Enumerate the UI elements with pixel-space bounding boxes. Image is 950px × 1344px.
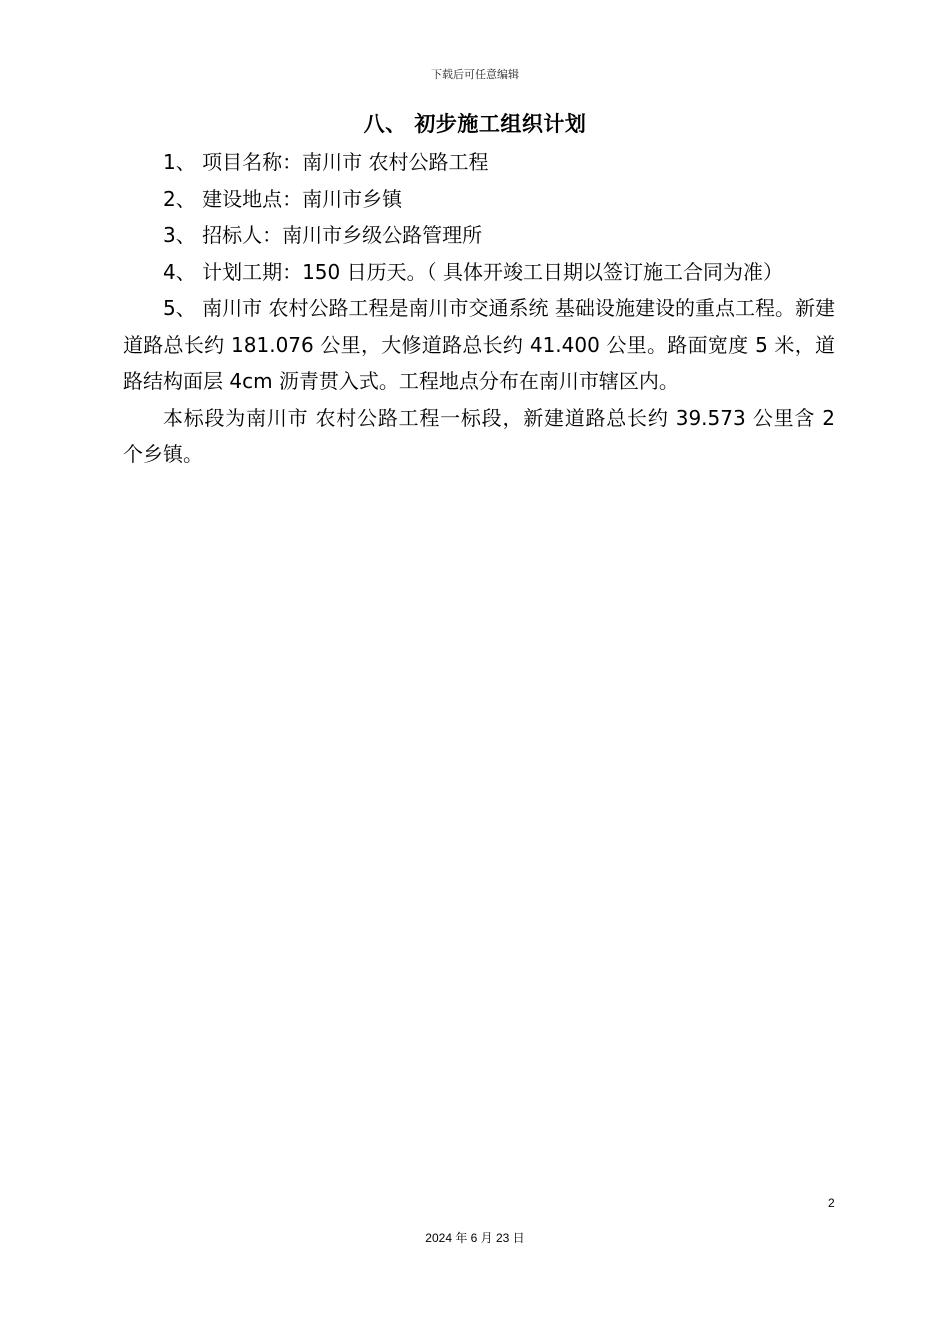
paragraph-overview: 5、 南川市 农村公路工程是南川市交通系统 基础设施建设的重点工程。新建道路总长约 181.076 公里，大修道路总长约 41.400 公里。路面宽度 5 米，道路结构面层 4cm 沥青贯入式。工程地点分布在南川市辖区内。 [123,296,835,393]
page-footer-date: 2024 年 6 月 23 日 [425,1231,525,1245]
section-title: 八、 初步施工组织计划 [363,112,587,136]
paragraph-project-name: 1、 项目名称：南川市 农村公路工程 [163,150,489,174]
page-header: 下载后可任意编辑 [431,68,519,81]
paragraph-location: 2、 建设地点：南川市乡镇 [163,186,403,211]
paragraph-schedule: 4、 计划工期：150 日历天。（ 具体开竣工日期以签订施工合同为准） [163,259,783,284]
paragraph-tenderer: 3、 招标人：南川市乡级公路管理所 [163,223,483,247]
paragraph-section-scope: 本标段为南川市 农村公路工程一标段，新建道路总长约 39.573 公里含 2 个乡镇。 [123,405,835,466]
document-body [123,144,835,473]
page-number: 2 [828,1196,835,1210]
